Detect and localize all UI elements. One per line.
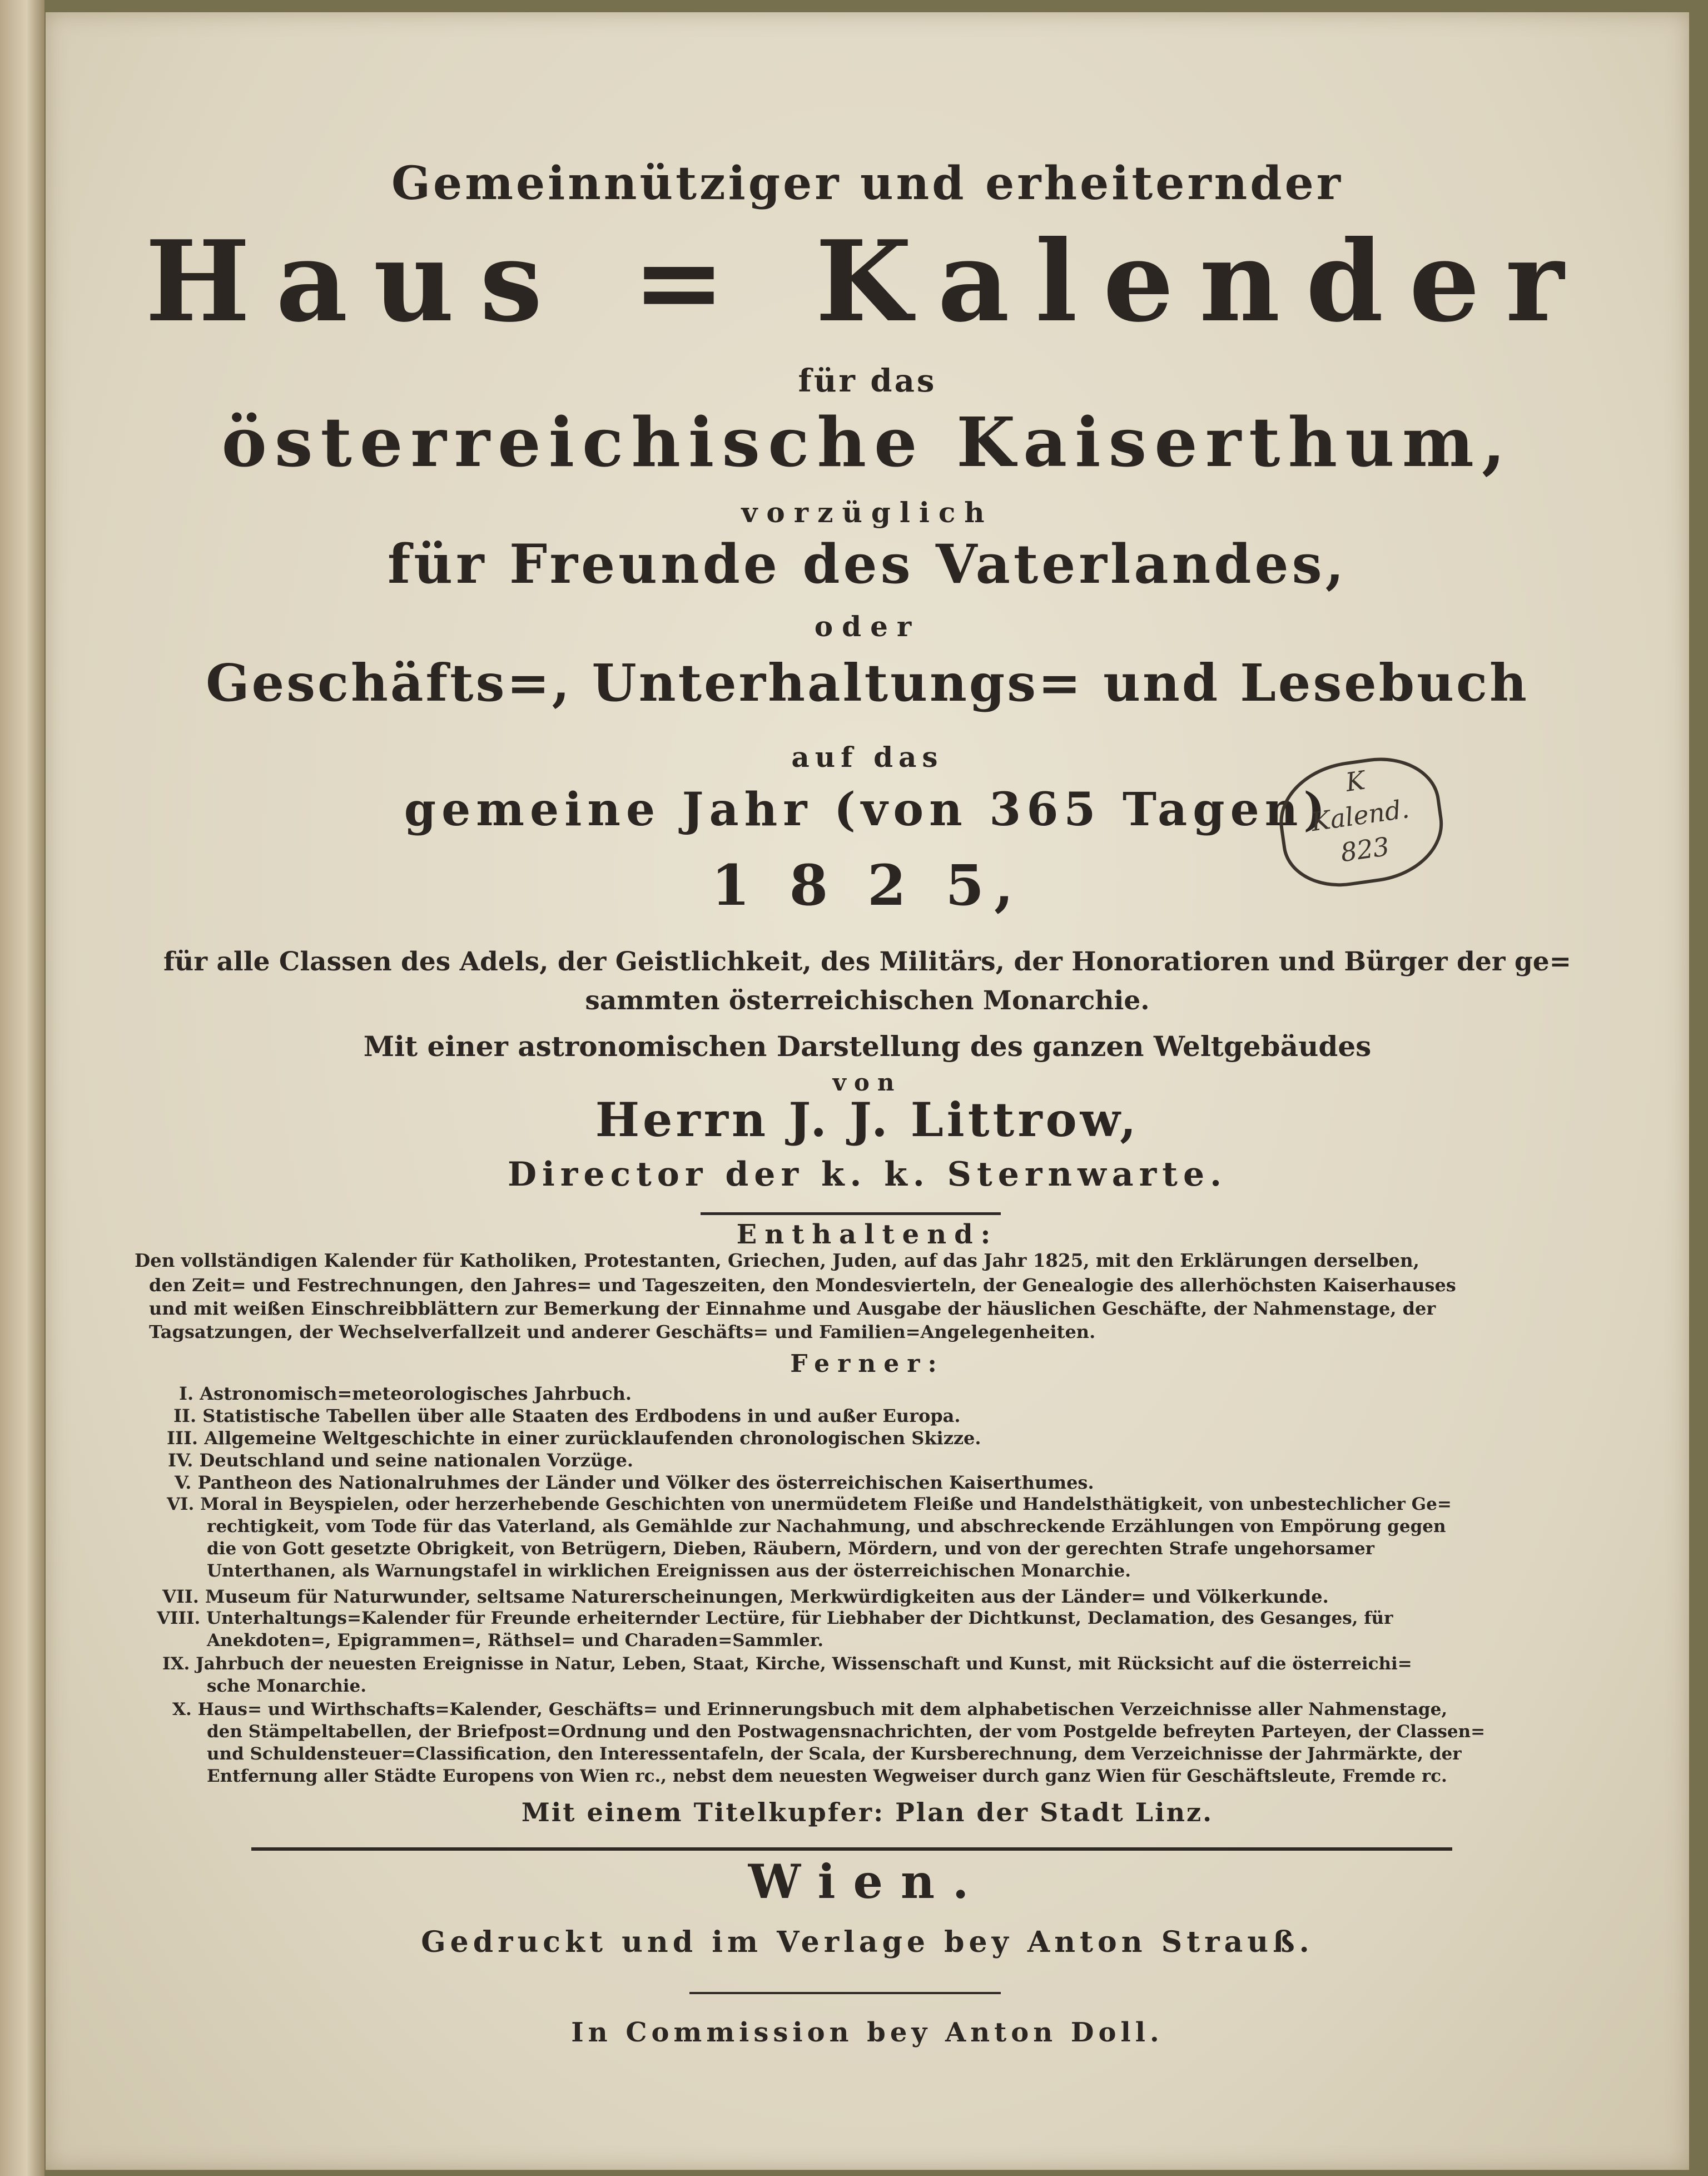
stamp-line-3: 823 xyxy=(1338,831,1392,868)
contents-item: Unterthanen, als Warnungstafel in wirklichen Ereignissen aus der österreichischen Monarchie. xyxy=(207,1561,1131,1581)
title-page xyxy=(46,12,1689,2170)
contents-item: VIII. Unterhaltungs=Kalender für Freunde erheiternder Lectüre, für Liebhaber der Dichtkunst, Declamation, des Gesanges, für xyxy=(157,1608,1393,1628)
main-title: Haus = Kalender xyxy=(145,216,1590,347)
contents-intro-line: Den vollständigen Kalender für Katholiken, Protestanten, Griechen, Juden, auf das Jahr 1825, mit den Erklärungen derselben, xyxy=(135,1250,1419,1271)
title-line-13: sammten österreichischen Monarchie. xyxy=(585,985,1150,1016)
divider-rule-3 xyxy=(689,1992,1001,1994)
stamp-line-2: Kalend. xyxy=(1309,794,1411,837)
contents-item: V. Pantheon des Nationalruhmes der Länder und Völker des österreichischen Kaiserthumes. xyxy=(175,1472,1094,1493)
previous-page-edge xyxy=(0,0,44,2176)
divider-rule-1 xyxy=(701,1212,1001,1215)
title-line-6: für Freunde des Vaterlandes, xyxy=(387,533,1348,596)
contents-item: IV. Deutschland und seine nationalen Vorzüge. xyxy=(168,1450,634,1471)
contents-item: sche Monarchie. xyxy=(207,1676,367,1696)
contents-item: den Stämpeltabellen, der Briefpost=Ordnung und den Postwagensnachrichten, der vom Postgelde befreyten Parteyen, der Classen= xyxy=(207,1722,1486,1742)
title-line-8: Geschäfts=, Unterhaltungs= und Lesebuch xyxy=(206,653,1529,713)
title-plate-note: Mit einem Titelkupfer: Plan der Stadt Linz. xyxy=(521,1797,1214,1827)
contents-item: VI. Moral in Beyspielen, oder herzerhebende Geschichten von unermüdetem Fleiße und Handelsthätigkeit, von unbestechlicher Ge= xyxy=(167,1494,1452,1514)
year: 1 8 2 5, xyxy=(711,852,1024,918)
contents-item: II. Statistische Tabellen über alle Staaten des Erdbodens in und außer Europa. xyxy=(173,1405,961,1426)
title-line-9: auf das xyxy=(791,741,944,774)
contents-item: und Schuldensteuer=Classification, den Interessentafeln, der Scala, der Kursberechnung, dem Verzeichnisse der Jahrmärkte, der xyxy=(207,1744,1462,1764)
title-line-3: für das xyxy=(798,363,937,399)
contents-item: VII. Museum für Naturwunder, seltsame Naturerscheinungen, Merkwürdigkeiten aus der Länder= und Völkerkunde. xyxy=(162,1586,1329,1607)
title-line-12: für alle Classen des Adels, der Geistlichkeit, des Militärs, der Honoratioren und Bürger der ge= xyxy=(163,946,1572,977)
imprint-city: Wien. xyxy=(748,1854,987,1909)
contents-heading: Enthaltend: xyxy=(736,1219,999,1250)
contents-item: III. Allgemeine Weltgeschichte in einer zurücklaufenden chronologischen Skizze. xyxy=(167,1427,981,1449)
title-line-1: Gemeinnütziger und erheiternder xyxy=(391,157,1343,210)
title-line-10: gemeine Jahr (von 365 Tagen) xyxy=(404,783,1331,836)
author-title: Director der k. k. Sternwarte. xyxy=(507,1155,1228,1194)
title-line-4: österreichische Kaiserthum, xyxy=(221,402,1513,482)
imprint-printer: Gedruckt und im Verlage bey Anton Strauß. xyxy=(421,1925,1314,1959)
imprint-commission: In Commission bey Anton Doll. xyxy=(571,2017,1164,2048)
contents-intro-line: den Zeit= und Festrechnungen, den Jahres= und Tageszeiten, den Mondesvierteln, der Genealogie des allerhöchsten Kaiserhauses xyxy=(149,1275,1456,1296)
contents-item: I. Astronomisch=meteorologisches Jahrbuch. xyxy=(179,1383,632,1404)
contents-item: Entfernung aller Städte Europens von Wien rc., nebst dem neuesten Wegweiser durch ganz Wien für Geschäftsleute, Fremde rc. xyxy=(207,1766,1447,1786)
ferner-heading: Ferner: xyxy=(790,1350,945,1378)
title-line-14: Mit einer astronomischen Darstellung des ganzen Weltgebäudes xyxy=(363,1030,1372,1063)
author-name: Herrn J. J. Littrow, xyxy=(595,1092,1140,1147)
title-line-5: vorzüglich xyxy=(741,496,994,529)
contents-item: X. Haus= und Wirthschafts=Kalender, Geschäfts= und Erinnerungsbuch mit dem alphabetischen Verzeichnisse aller Nahmenstage, xyxy=(172,1699,1448,1719)
contents-item: Anekdoten=, Epigrammen=, Räthsel= und Charaden=Sammler. xyxy=(207,1630,824,1650)
stamp-line-1: K xyxy=(1343,765,1367,797)
divider-rule-2 xyxy=(251,1847,1452,1851)
title-line-7: oder xyxy=(814,610,921,643)
contents-item: rechtigkeit, vom Tode für das Vaterland, als Gemählde zur Nachahmung, und abschreckende Erzählungen von Empörung gegen xyxy=(207,1516,1446,1536)
contents-item: die von Gott gesetzte Obrigkeit, von Betrügern, Dieben, Räubern, Mördern, und von der gerechten Strafe ungehorsamer xyxy=(207,1539,1375,1559)
title-line-15: von xyxy=(832,1069,902,1096)
contents-intro-line: Tagsatzungen, der Wechselverfallzeit und anderer Geschäfts= und Familien=Angelegenheiten. xyxy=(149,1321,1096,1342)
contents-item: IX. Jahrbuch der neuesten Ereignisse in Natur, Leben, Staat, Kirche, Wissenschaft und Kunst, mit Rücksicht auf die österreichi= xyxy=(162,1654,1412,1674)
contents-intro-line: und mit weißen Einschreibblättern zur Bemerkung der Einnahme und Ausgabe der häuslichen Geschäfte, der Nahmenstage, der xyxy=(149,1298,1436,1319)
